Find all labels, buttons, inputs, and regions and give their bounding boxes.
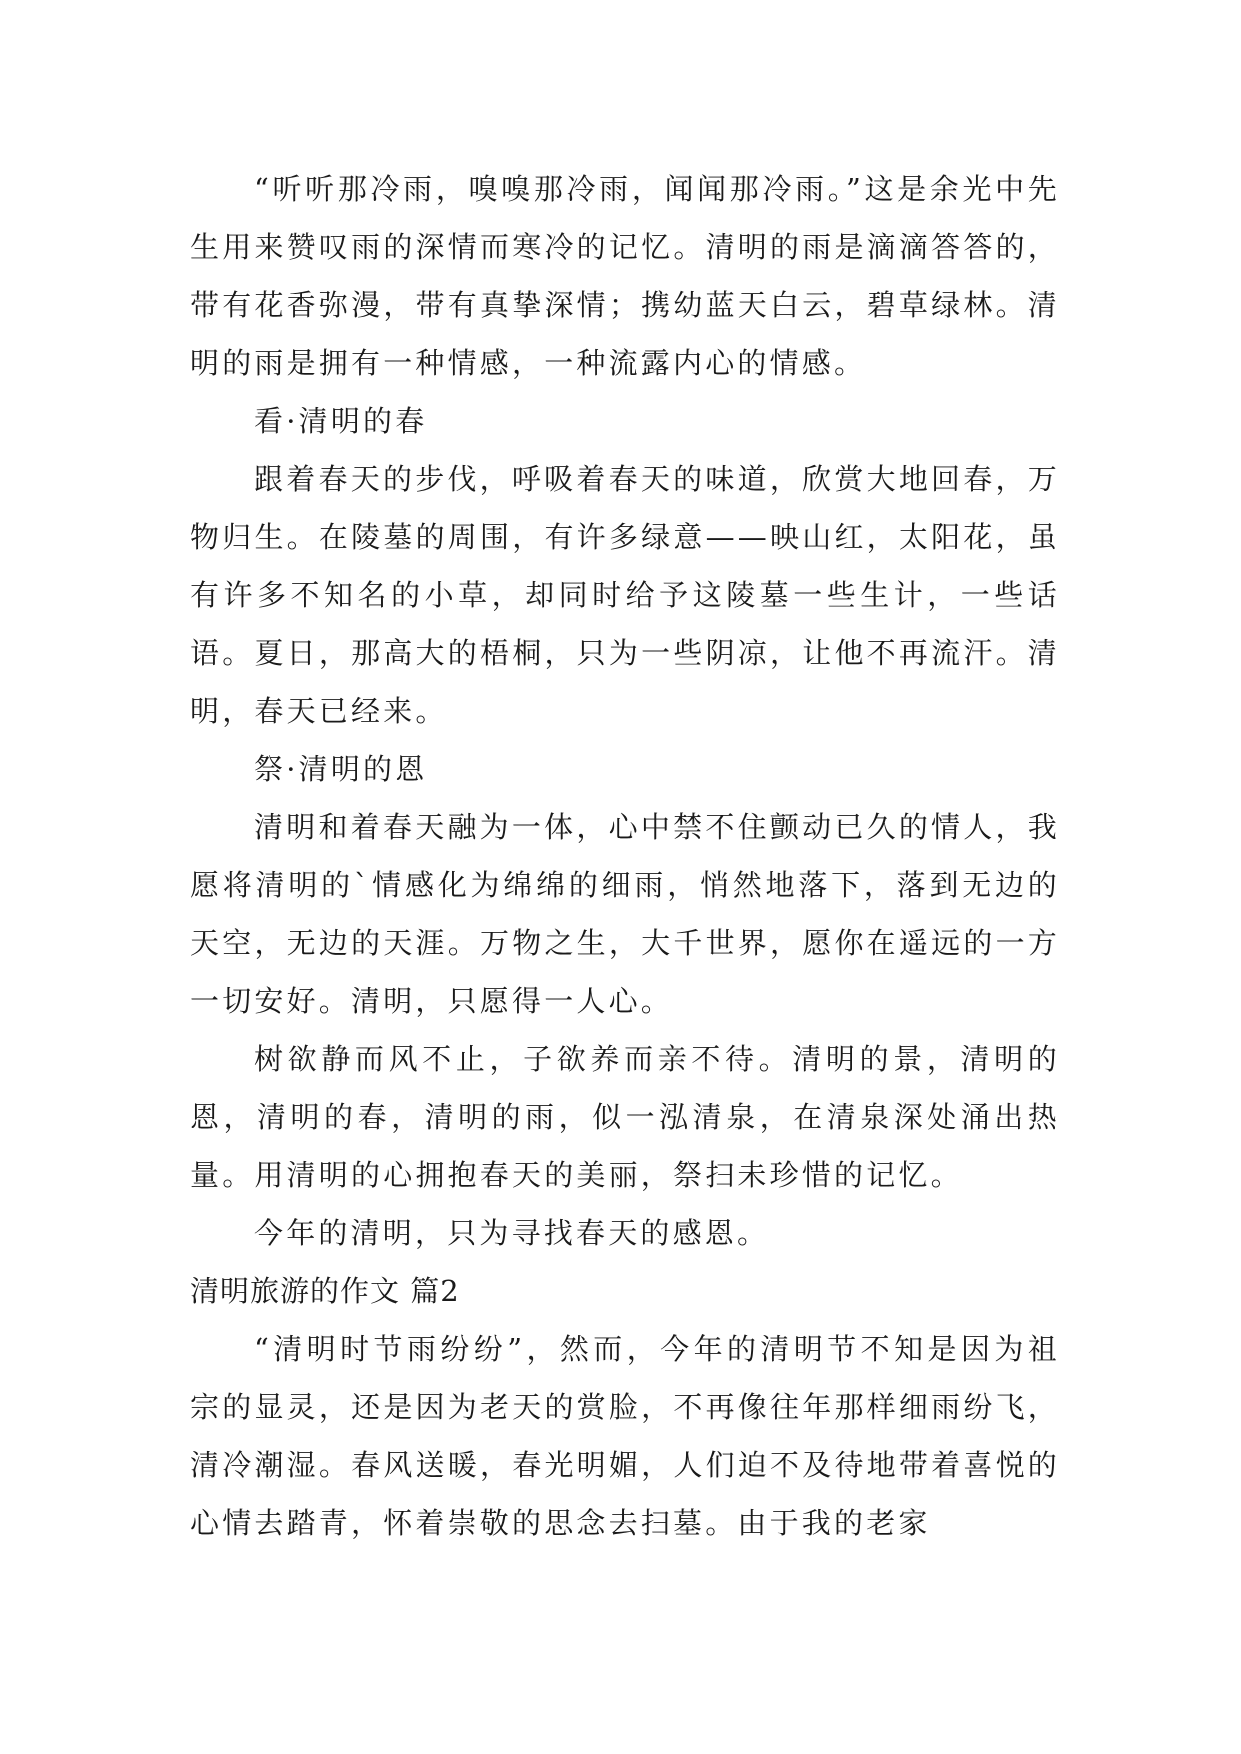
paragraph-part-2-intro: “清明时节雨纷纷”，然而，今年的清明节不知是因为祖宗的显灵，还是因为老天的赏脸，不再像往年那样细雨纷飞，清冷潮湿。春风送暖，春光明媚，人们迫不及待地带着喜悦的心情去踏青，怀着崇敬的思念去扫墓。由于我的老家 xyxy=(190,1332,1060,1540)
paragraph-closing: 今年的清明，只为寻找春天的感恩。 xyxy=(254,1216,770,1250)
subhead-grace: 祭·清明的恩 xyxy=(254,752,428,786)
paragraph-spring: 跟着春天的步伐，呼吸着春天的味道，欣赏大地回春，万物归生。在陵墓的周围，有许多绿意——映山红，太阳花，虽有许多不知名的小草，却同时给予这陵墓一些生计，一些话语。夏日，那高大的梧桐，只为一些阴凉，让他不再流汗。清明，春天已经来。 xyxy=(190,462,1060,728)
paragraph-rain-intro: “听听那冷雨，嗅嗅那冷雨，闻闻那冷雨。”这是余光中先生用来赞叹雨的深情而寒冷的记忆。清明的雨是滴滴答答的，带有花香弥漫，带有真挚深情；携幼蓝天白云，碧草绿林。清明的雨是拥有一种情感，一种流露内心的情感。 xyxy=(190,172,1060,380)
document-body xyxy=(190,160,1060,1552)
paragraph-grace: 清明和着春天融为一体，心中禁不住颤动已久的情人，我愿将清明的`情感化为绵绵的细雨，悄然地落下，落到无边的天空，无边的天涯。万物之生，大千世界，愿你在遥远的一方一切安好。清明，只愿得一人心。 xyxy=(190,810,1060,1018)
subhead-spring: 看·清明的春 xyxy=(254,404,428,438)
section-title-part-2: 清明旅游的作文 篇2 xyxy=(190,1274,460,1308)
paragraph-reflection: 树欲静而风不止，子欲养而亲不待。清明的景，清明的恩，清明的春，清明的雨，似一泓清泉，在清泉深处涌出热量。用清明的心拥抱春天的美丽，祭扫未珍惜的记忆。 xyxy=(190,1042,1060,1192)
